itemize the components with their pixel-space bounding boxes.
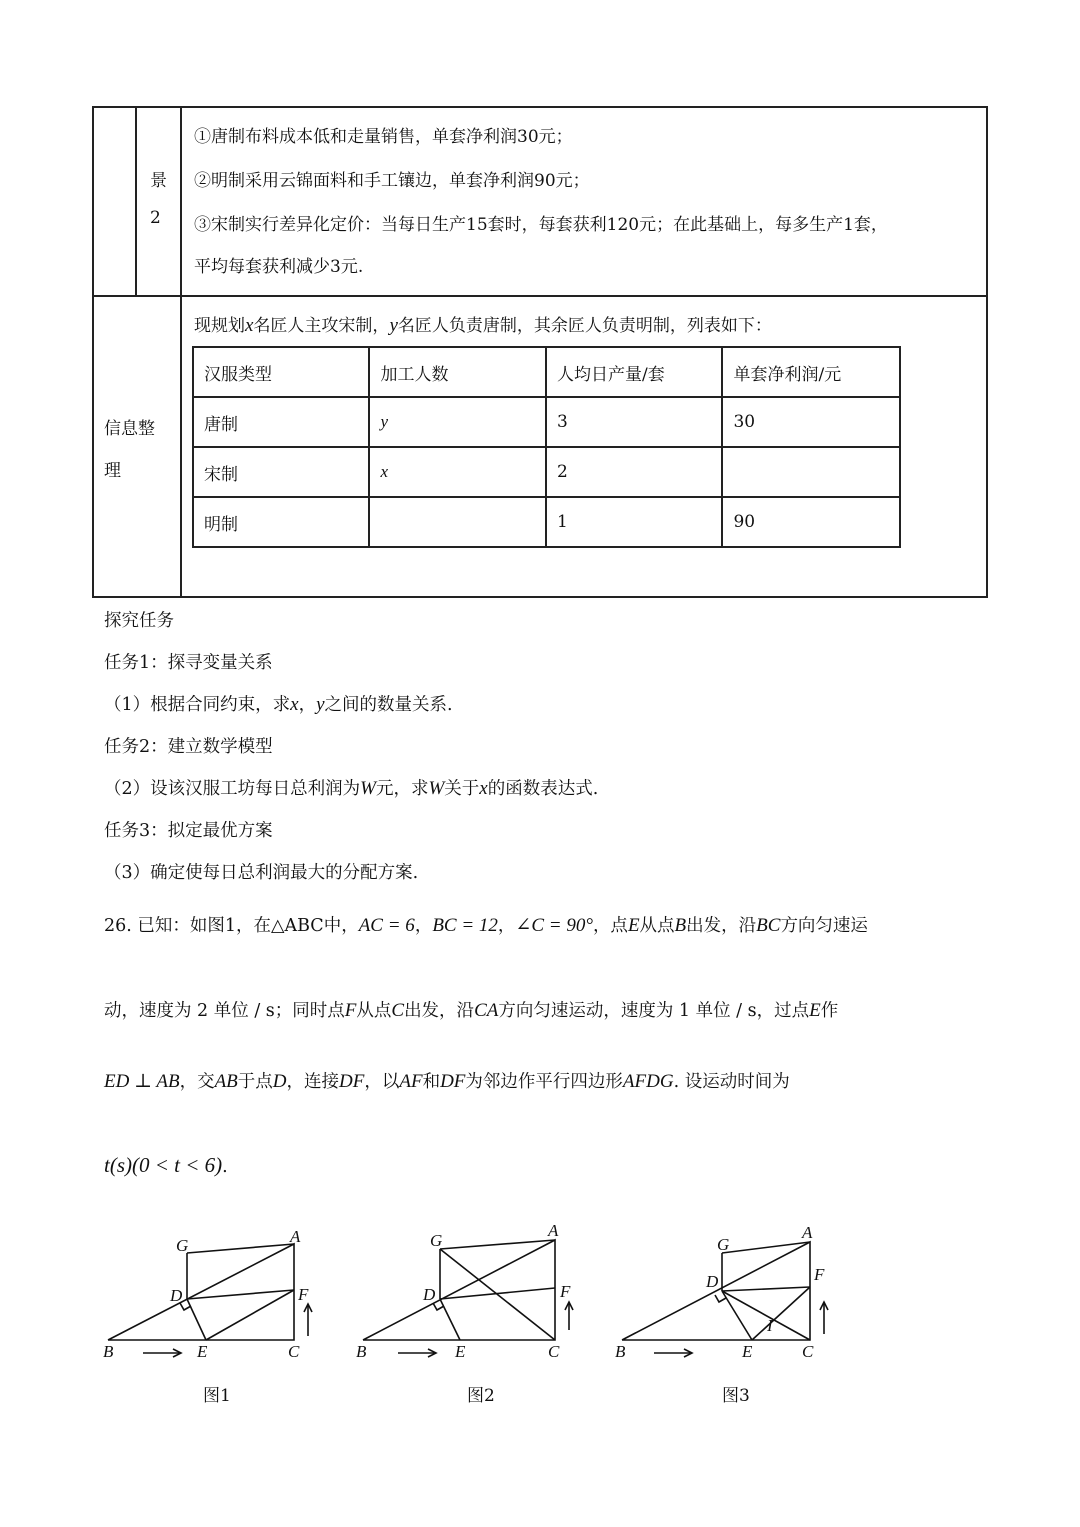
- p26-text: 动，速度为 2 单位 / s；同时点: [104, 1001, 345, 1021]
- figure-1-lines: [108, 1244, 312, 1357]
- p26-text: ，连接: [286, 1072, 340, 1092]
- p26-math: C: [391, 1000, 405, 1021]
- point-label: E: [742, 1342, 753, 1361]
- p26-text: 出发，沿: [404, 1001, 475, 1021]
- info-intro-b: 名匠人主攻宋制，: [253, 316, 390, 336]
- scene-line-1: ①唐制布料成本低和走量销售，单套净利润30元；: [194, 127, 573, 147]
- point-label: A: [548, 1221, 559, 1240]
- table-row: [193, 497, 900, 547]
- p26-text: 于点: [237, 1072, 273, 1092]
- q1-sep: ，: [298, 695, 317, 715]
- figure-2-lines: [363, 1240, 573, 1357]
- p26-math: BC = 12: [432, 915, 498, 936]
- info-intro-a: 现规划: [194, 316, 245, 336]
- table-cell: x: [369, 447, 545, 497]
- p26-text: ，交: [179, 1072, 215, 1092]
- problem26-line1: [104, 912, 868, 937]
- p26-text: 作: [820, 1001, 839, 1021]
- question-2: [104, 775, 598, 800]
- var-y: y: [389, 315, 398, 336]
- p26-text: .: [222, 1157, 228, 1177]
- p26-math: E: [627, 915, 640, 936]
- var-w: W: [428, 778, 445, 799]
- table-cell: 唐制: [193, 397, 369, 447]
- point-label: G: [717, 1235, 730, 1254]
- var-w: W: [360, 778, 376, 799]
- p26-text: 和: [422, 1072, 441, 1092]
- scene-line-2: ②明制采用云锦面料和手工镶边，单套净利润90元；: [194, 171, 590, 191]
- p26-text: 为邻边作平行四边形: [465, 1072, 623, 1092]
- problem26-line4: [104, 1153, 228, 1178]
- q1-text-a: （1）根据合同约束，求: [104, 695, 291, 715]
- p26-math: AFDG: [622, 1071, 674, 1092]
- point-label: G: [430, 1231, 443, 1250]
- p26-text: 从点: [356, 1001, 392, 1021]
- point-label: I: [767, 1316, 773, 1335]
- table-divider-main: [180, 106, 182, 598]
- p26-math: B: [674, 915, 687, 936]
- problem26-line2: [104, 997, 838, 1022]
- point-label: B: [615, 1342, 626, 1361]
- p26-math: ∠C = 90°: [515, 915, 593, 936]
- scene-line-4: 平均每套获利减少3元.: [194, 257, 364, 277]
- p26-text: ，: [497, 916, 516, 936]
- table-row-divider: [92, 295, 988, 297]
- table-row: [193, 447, 900, 497]
- info-table: [192, 346, 901, 548]
- table-cell: 宋制: [193, 447, 369, 497]
- p26-text: 从点: [639, 916, 675, 936]
- point-label: F: [814, 1265, 825, 1284]
- point-label: C: [802, 1342, 814, 1361]
- q2-text-d: 的函数表达式.: [487, 779, 599, 799]
- info-label-2: 理: [104, 461, 121, 481]
- var-y: y: [316, 694, 325, 715]
- p26-math: DF: [440, 1071, 466, 1092]
- p26-math: D: [272, 1071, 287, 1092]
- p26-text: 出发，沿: [686, 916, 757, 936]
- column-header: 汉服类型: [193, 347, 369, 397]
- info-intro: [194, 311, 772, 337]
- point-label: D: [423, 1285, 436, 1304]
- point-label: F: [298, 1285, 309, 1304]
- info-label-1: 信息整: [104, 419, 155, 439]
- table-divider-left: [135, 106, 137, 296]
- q1-text-b: 之间的数量关系.: [324, 695, 453, 715]
- point-label: E: [197, 1342, 208, 1361]
- scene-line-3: ③宋制实行差异化定价：当每日生产15套时，每套获利120元；在此基础上，每多生产1套，: [194, 215, 888, 235]
- table-cell: 90: [722, 497, 900, 547]
- p26-math: ED ⊥ AB: [104, 1071, 180, 1092]
- figures: [0, 1210, 1080, 1380]
- p26-text: ，: [414, 916, 433, 936]
- point-label: C: [288, 1342, 300, 1361]
- figure-1-caption: 图1: [203, 1386, 231, 1406]
- table-cell: 明制: [193, 497, 369, 547]
- problem26-line3: [104, 1068, 790, 1093]
- point-label: B: [356, 1342, 367, 1361]
- point-label: B: [103, 1342, 114, 1361]
- figure-3-lines: [622, 1242, 828, 1357]
- p26-text: 26. 已知：如图1，在△ABC中，: [104, 916, 359, 936]
- q2-text-b: 元，求: [375, 779, 429, 799]
- point-label: E: [455, 1342, 466, 1361]
- table-cell: y: [369, 397, 545, 447]
- table-row: [193, 397, 900, 447]
- table-cell: 1: [546, 497, 723, 547]
- p26-text: 方向匀速运动，速度为 1 单位 / s，过点: [498, 1001, 810, 1021]
- task3-title: 任务3：拟定最优方案: [104, 821, 273, 841]
- figure-3-caption: 图3: [722, 1386, 750, 1406]
- column-header: 单套净利润/元: [722, 347, 900, 397]
- scene-label-2: 2: [150, 208, 161, 228]
- scene-label-1: 景: [150, 171, 167, 191]
- var-x: x: [245, 315, 254, 336]
- p26-math: F: [344, 1000, 357, 1021]
- p26-math: BC: [756, 915, 781, 936]
- table-cell: 3: [546, 397, 723, 447]
- point-label: G: [176, 1236, 189, 1255]
- p26-math: DF: [339, 1071, 365, 1092]
- p26-math: t(s)(0 < t < 6): [104, 1153, 223, 1177]
- point-label: F: [560, 1282, 571, 1301]
- figure-2-caption: 图2: [467, 1386, 495, 1406]
- table-cell: [369, 497, 545, 547]
- point-label: A: [802, 1223, 813, 1242]
- p26-math: AC = 6: [358, 915, 415, 936]
- p26-text: ，以: [364, 1072, 400, 1092]
- tasks-heading: 探究任务: [104, 611, 174, 631]
- point-label: D: [170, 1286, 183, 1305]
- table-cell: 2: [546, 447, 723, 497]
- info-intro-c: 名匠人负责唐制，其余匠人负责明制，列表如下：: [397, 316, 772, 336]
- table-cell: 30: [722, 397, 900, 447]
- p26-math: CA: [474, 1000, 499, 1021]
- p26-text: . 设运动时间为: [673, 1072, 790, 1092]
- point-label: D: [706, 1272, 719, 1291]
- task1-title: 任务1：探寻变量关系: [104, 653, 273, 673]
- table-header-row: [193, 347, 900, 397]
- p26-math: AF: [399, 1071, 423, 1092]
- table-cell: [722, 447, 900, 497]
- question-3: （3）确定使每日总利润最大的分配方案.: [104, 863, 419, 883]
- task2-title: 任务2：建立数学模型: [104, 737, 273, 757]
- q2-text-a: （2）设该汉服工坊每日总利润为: [104, 779, 361, 799]
- point-label: C: [548, 1342, 560, 1361]
- p26-math: E: [809, 1000, 821, 1021]
- question-1: [104, 691, 453, 716]
- q2-text-c: 关于: [444, 779, 480, 799]
- var-x: x: [479, 778, 488, 799]
- p26-text: ，点: [592, 916, 628, 936]
- var-x: x: [290, 694, 299, 715]
- point-label: A: [290, 1227, 301, 1246]
- p26-math: AB: [214, 1071, 238, 1092]
- column-header: 人均日产量/套: [546, 347, 723, 397]
- column-header: 加工人数: [369, 347, 545, 397]
- p26-text: 方向匀速运: [780, 916, 868, 936]
